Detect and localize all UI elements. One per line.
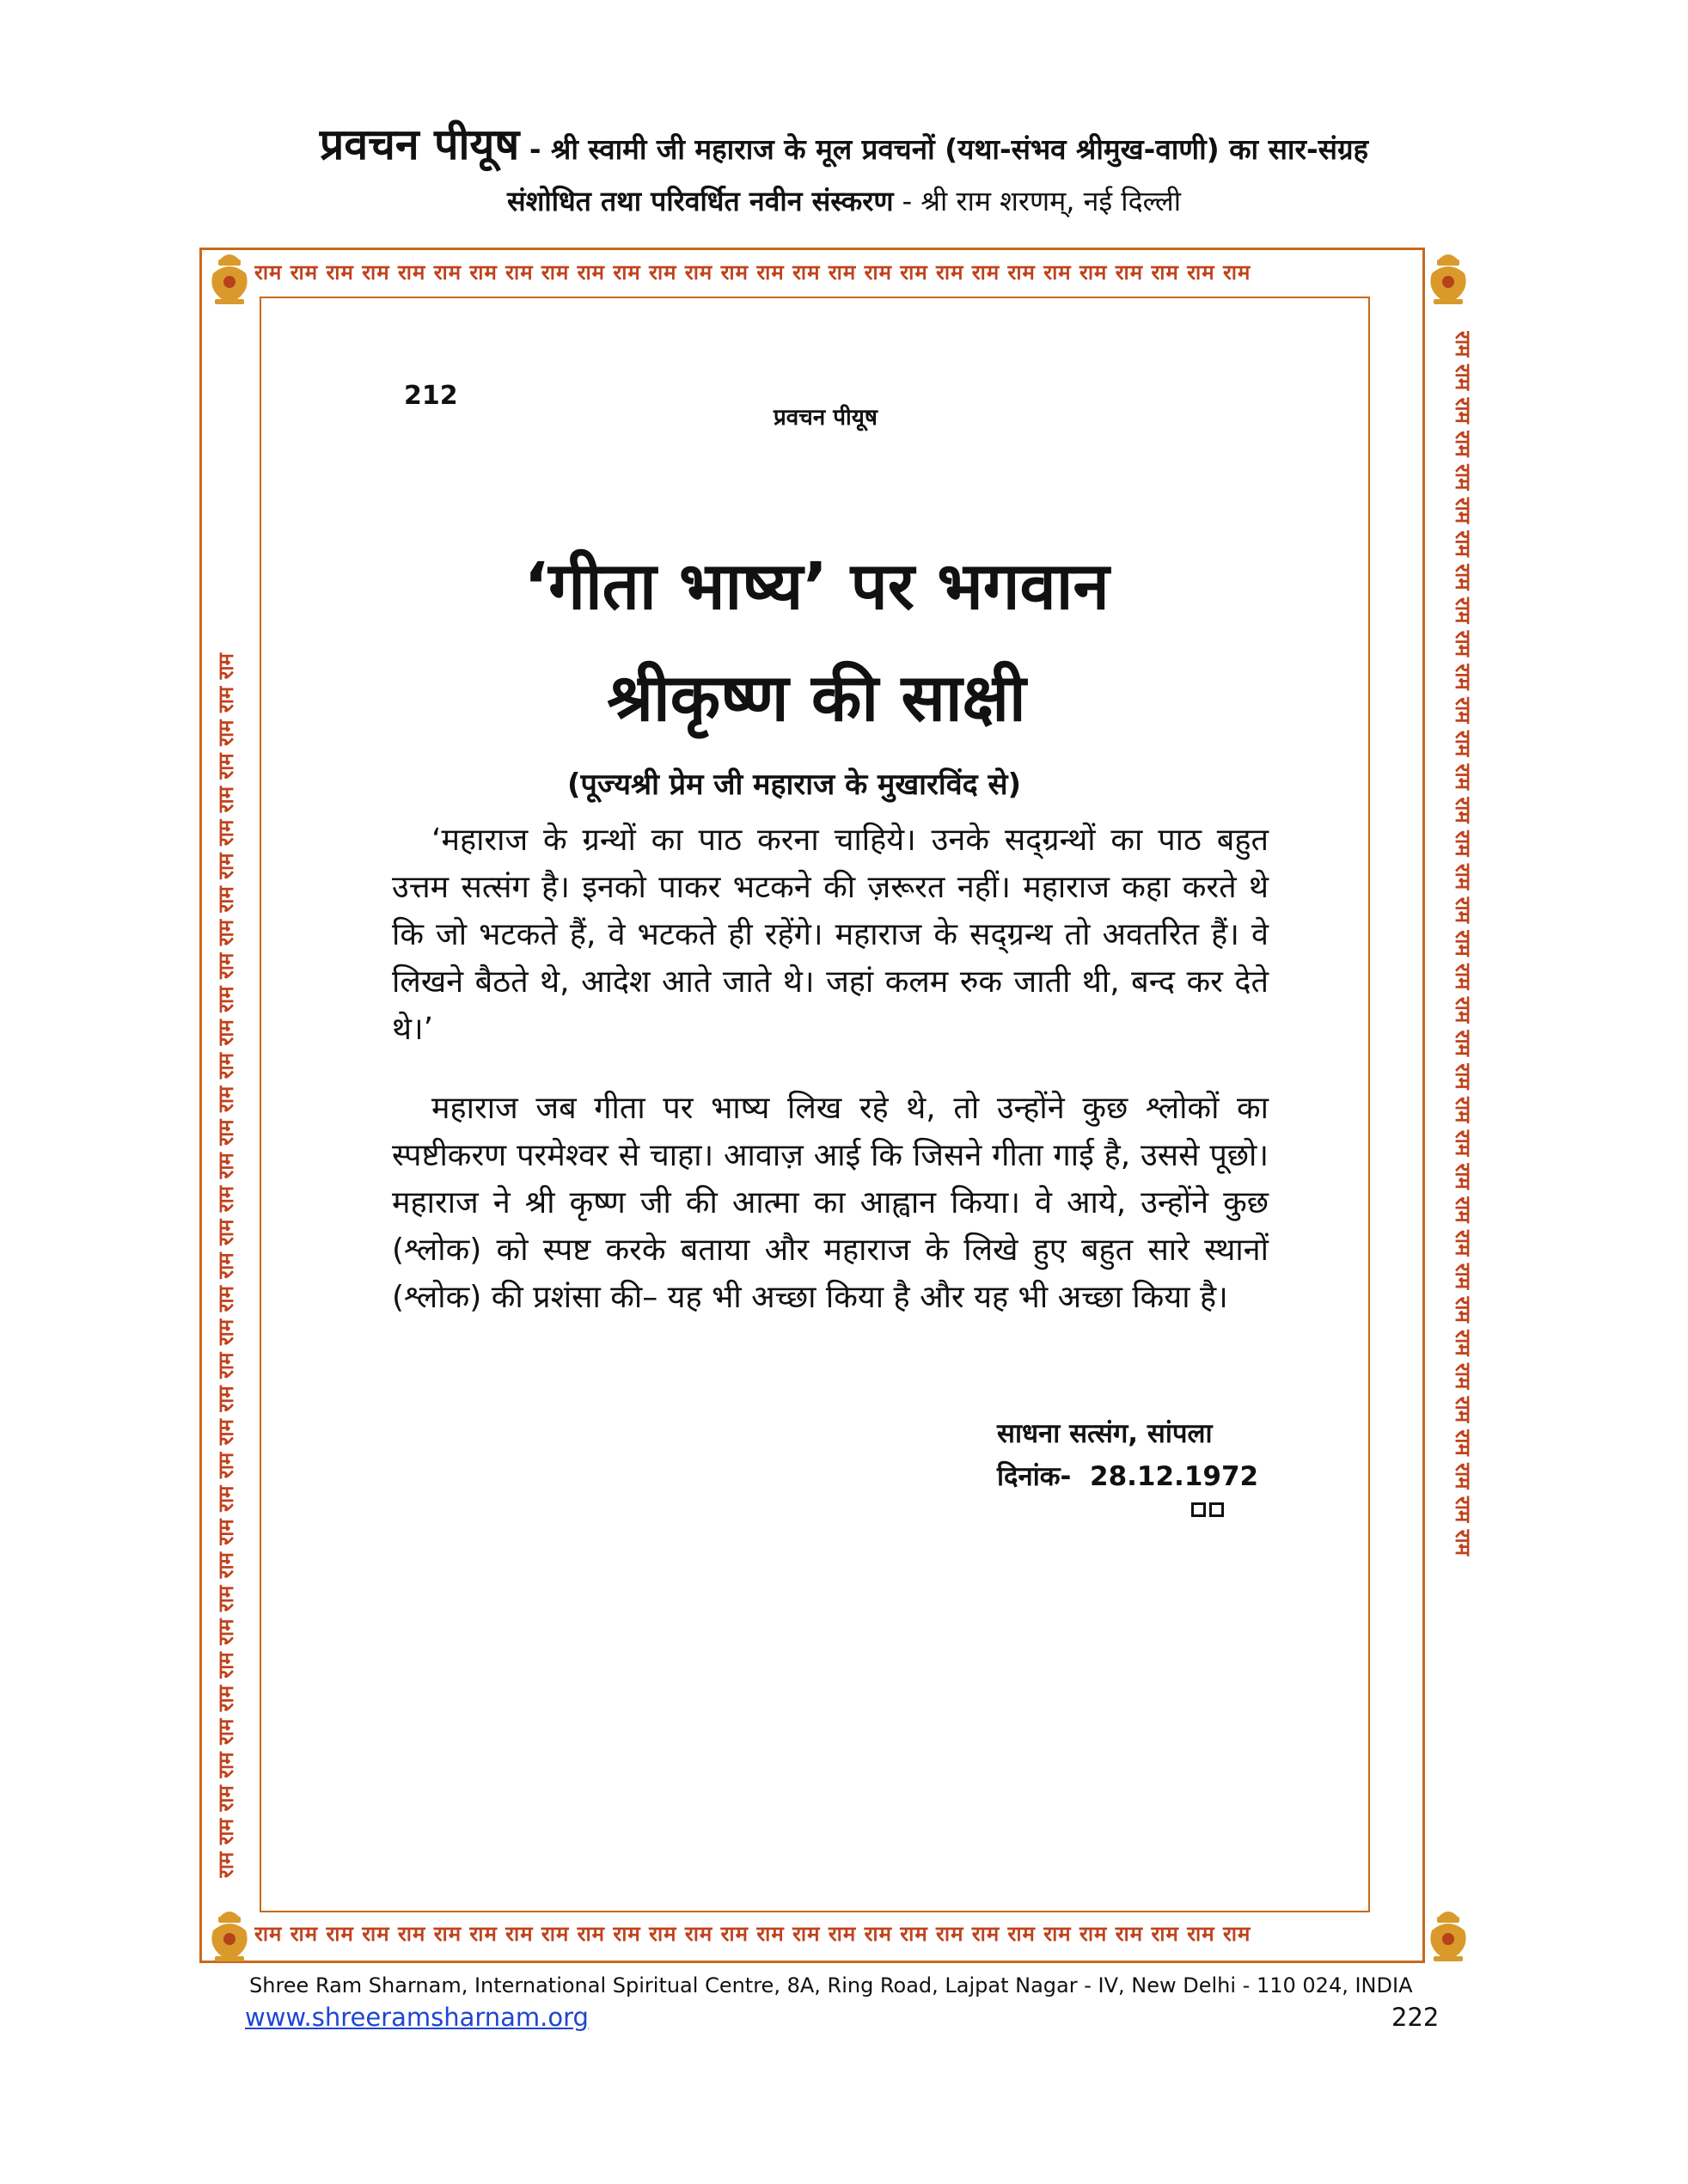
document-header (0, 113, 1688, 172)
paragraph-1: ‘महाराज के ग्रन्थों का पाठ करना चाहिये। उनके सद्ग्रन्थों का पाठ बहुत उत्तम सत्संग है। इनको पाकर भटकने की ज़रूरत नहीं। महाराज कहा करते थे कि जो भटकते हैं, वे भटकते ही रहेंगे। महाराज के सद्ग्रन्थ तो अवतरित हैं। वे लिखने बैठते थे, आदेश आते जाते थे। जहां कलम रुक जाती थी, बन्द कर देते थे।’ (392, 823, 1269, 1047)
website-link[interactable]: www.shreeramsharnam.org (245, 2003, 589, 2032)
article-title-line2: श्रीकृष्ण की साक्षी (607, 659, 1026, 736)
ram-border-left: राम राम राम राम राम राम राम राम राम राम राम राम राम राम राम राम राम राम राम राम राम राम राम राम राम राम राम राम राम राम राम राम राम राम राम राम राम (214, 652, 238, 1878)
ram-border-right: राम राम राम राम राम राम राम राम राम राम राम राम राम राम राम राम राम राम राम राम राम राम राम राम राम राम राम राम राम राम राम राम राम राम राम राम राम (1451, 331, 1475, 1557)
date-value: 28.12.1972 (1090, 1461, 1259, 1492)
publisher-label: - श्री राम शरणम्, नई दिल्ली (893, 185, 1181, 217)
square-icon (1191, 1502, 1206, 1517)
signature-place: साधना सत्संग, सांपला (997, 1418, 1213, 1449)
running-head: प्रवचन पीयूष (774, 405, 878, 431)
paragraph-2: महाराज जब गीता पर भाष्य लिख रहे थे, तो उन्होंने कुछ श्लोकों का स्पष्टीकरण परमेश्वर से चाहा। आवाज़ आई कि जिसने गीता गाई है, उससे पूछो। महाराज ने श्री कृष्ण जी की आत्मा का आह्वान किया। वे आये, उन्होंने कुछ (श्लोक) को स्पष्ट करके बताया और महाराज के लिखे हुए बहुत सारे स्थानों (श्लोक) की प्रशंसा की– यह भी अच्छा किया है और यह भी अच्छा किया है। (392, 1091, 1269, 1315)
end-mark (1191, 1502, 1224, 1517)
footer-address: Shree Ram Sharnam, International Spiritual Centre, 8A, Ring Road, Lajpat Nagar - IV, New Delhi - 110 024, INDIA (249, 1973, 1413, 1997)
kalash-icon (203, 1905, 256, 1965)
kalash-icon (1422, 1905, 1475, 1965)
kalash-icon (1422, 248, 1475, 308)
document-subheader (0, 182, 1688, 219)
article-subtitle: (पूज्यश्री प्रेम जी महाराज के मुखारविंद से) (567, 768, 1022, 802)
article-title-line1: ‘गीता भाष्य’ पर भगवान (523, 548, 1110, 624)
edition-label: संशोधित तथा परिवर्धित नवीन संस्करण (507, 185, 894, 217)
header-description: - श्री स्वामी जी महाराज के मूल प्रवचनों (यथा-संभव श्रीमुख-वाणी) का सार-संग्रह (519, 132, 1369, 166)
date-label: दिनांक- (997, 1461, 1072, 1492)
ram-border-top: राम राम राम राम राम राम राम राम राम राम राम राम राम राम राम राम राम राम राम राम राम राम राम राम राम राम राम राम (254, 260, 1251, 284)
kalash-icon (203, 248, 256, 308)
ram-border-bottom: राम राम राम राम राम राम राम राम राम राम राम राम राम राम राम राम राम राम राम राम राम राम राम राम राम राम राम राम (254, 1922, 1251, 1946)
signature-date (997, 1458, 1258, 1494)
square-icon (1209, 1502, 1224, 1517)
header-title: प्रवचन पीयूष (319, 119, 520, 169)
page-number: 222 (1391, 2003, 1440, 2032)
scan-page-number: 212 (404, 381, 458, 411)
